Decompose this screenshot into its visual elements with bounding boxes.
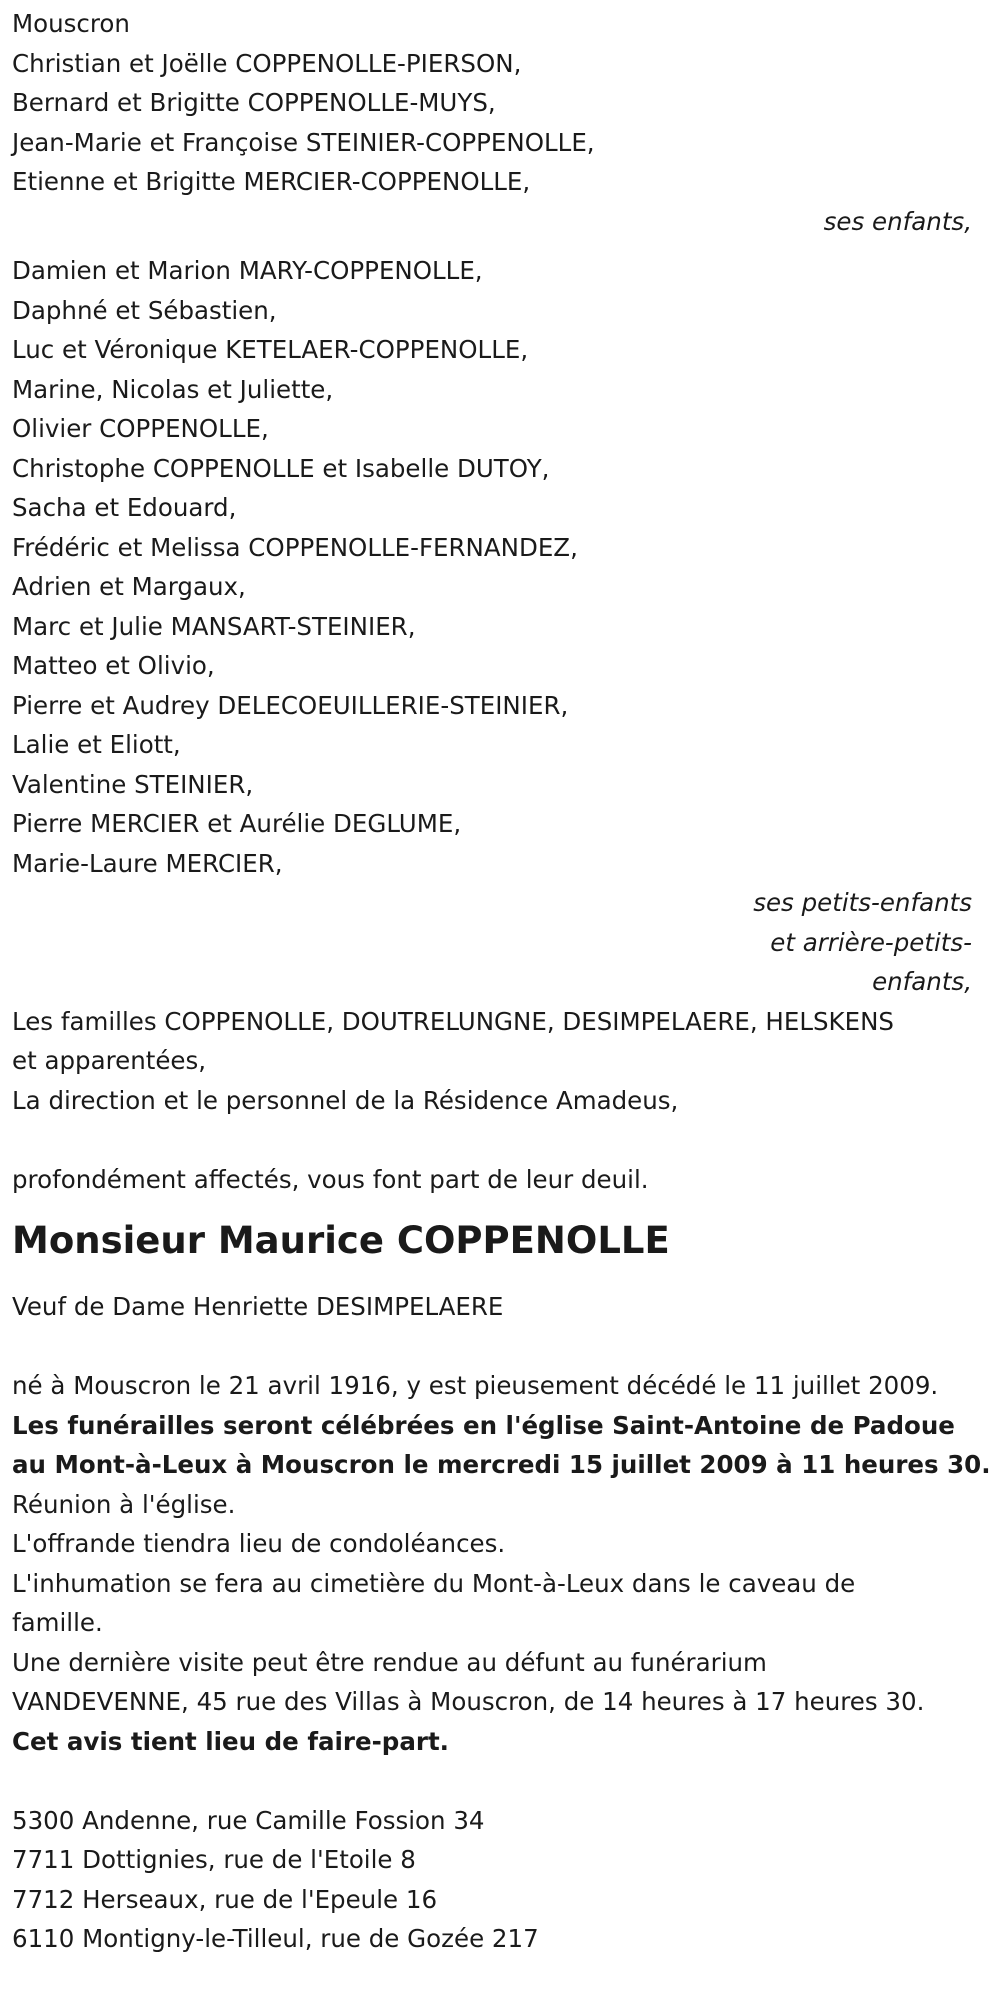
- obituary-notice: [12, 4, 991, 1959]
- address: 7712 Herseaux, rue de l'Epeule 16: [12, 1884, 438, 1914]
- list-item: Sacha et Edouard,: [12, 493, 237, 522]
- children-list: [12, 44, 972, 202]
- born-died: né à Mouscron le 21 avril 1916, y est pieusement décédé le 11 juillet 2009.: [12, 1371, 939, 1400]
- children-label: ses enfants,: [823, 206, 972, 236]
- burial-info: famille.: [12, 1608, 103, 1637]
- list-item: Jean-Marie et Françoise STEINIER-COPPENOLLE,: [12, 127, 595, 157]
- address: 7711 Dottignies, rue de l'Etoile 8: [12, 1845, 416, 1874]
- list-item: Luc et Véronique KETELAER-COPPENOLLE,: [12, 335, 529, 364]
- funeral-details: [12, 1366, 991, 1761]
- grandchildren-label: [12, 883, 972, 1002]
- list-item: Les familles COPPENOLLE, DOUTRELUNGNE, DESIMPELAERE, HELSKENS: [12, 1006, 894, 1036]
- deceased-name: Monsieur Maurice COPPENOLLE: [12, 1219, 670, 1262]
- list-item: Marie-Laure MERCIER,: [12, 848, 283, 878]
- widower-of: Veuf de Dame Henriette DESIMPELAERE: [12, 1292, 504, 1321]
- list-item: Frédéric et Melissa COPPENOLLE-FERNANDEZ,: [12, 532, 578, 562]
- list-item: Bernard et Brigitte COPPENOLLE-MUYS,: [12, 88, 496, 117]
- list-item: Pierre et Audrey DELECOEUILLERIE-STEINIER,: [12, 690, 569, 720]
- list-item: Daphné et Sébastien,: [12, 295, 277, 325]
- offering-info: L'offrande tiendra lieu de condoléances.: [12, 1529, 506, 1558]
- list-item: Etienne et Brigitte MERCIER-COPPENOLLE,: [12, 167, 531, 196]
- city: Mouscron: [12, 9, 130, 38]
- list-item: Pierre MERCIER et Aurélie DEGLUME,: [12, 809, 462, 838]
- address: 6110 Montigny-le-Tilleul, rue de Gozée 217: [12, 1924, 539, 1953]
- announcement: profondément affectés, vous font part de leur deuil.: [12, 1164, 649, 1194]
- grandchildren-label-line: ses petits-enfants: [753, 888, 972, 917]
- list-item: La direction et le personnel de la Résidence Amadeus,: [12, 1085, 679, 1115]
- list-item: Adrien et Margaux,: [12, 572, 246, 601]
- visit-info: Une dernière visite peut être rendue au défunt au funérarium: [12, 1647, 767, 1677]
- list-item: Damien et Marion MARY-COPPENOLLE,: [12, 256, 483, 285]
- grandchildren-label-line: enfants,: [872, 967, 972, 996]
- funeral-info: au Mont-à-Leux à Mouscron le mercredi 15 juillet 2009 à 11 heures 30.: [12, 1450, 991, 1479]
- list-item: et apparentées,: [12, 1046, 207, 1075]
- list-item: Lalie et Eliott,: [12, 730, 181, 759]
- grandchildren-label-line: et arrière-petits-: [770, 927, 972, 957]
- burial-info: L'inhumation se fera au cimetière du Mont-à-Leux dans le caveau de: [12, 1568, 856, 1598]
- list-item: Olivier COPPENOLLE,: [12, 414, 269, 443]
- list-item: Marine, Nicolas et Juliette,: [12, 374, 334, 404]
- list-item: Christophe COPPENOLLE et Isabelle DUTOY,: [12, 453, 550, 483]
- address: 5300 Andenne, rue Camille Fossion 34: [12, 1805, 485, 1835]
- meeting-info: Réunion à l'église.: [12, 1489, 236, 1519]
- families-list: [12, 1002, 972, 1121]
- list-item: Christian et Joëlle COPPENOLLE-PIERSON,: [12, 48, 522, 78]
- list-item: Matteo et Olivio,: [12, 651, 215, 680]
- grandchildren-list: [12, 251, 972, 883]
- notice-info: Cet avis tient lieu de faire-part.: [12, 1726, 449, 1756]
- visit-info: VANDEVENNE, 45 rue des Villas à Mouscron, de 14 heures à 17 heures 30.: [12, 1687, 925, 1716]
- list-item: Valentine STEINIER,: [12, 769, 254, 799]
- list-item: Marc et Julie MANSART-STEINIER,: [12, 611, 416, 641]
- address-list: [12, 1801, 972, 1959]
- funeral-info: Les funérailles seront célébrées en l'église Saint-Antoine de Padoue: [12, 1410, 955, 1440]
